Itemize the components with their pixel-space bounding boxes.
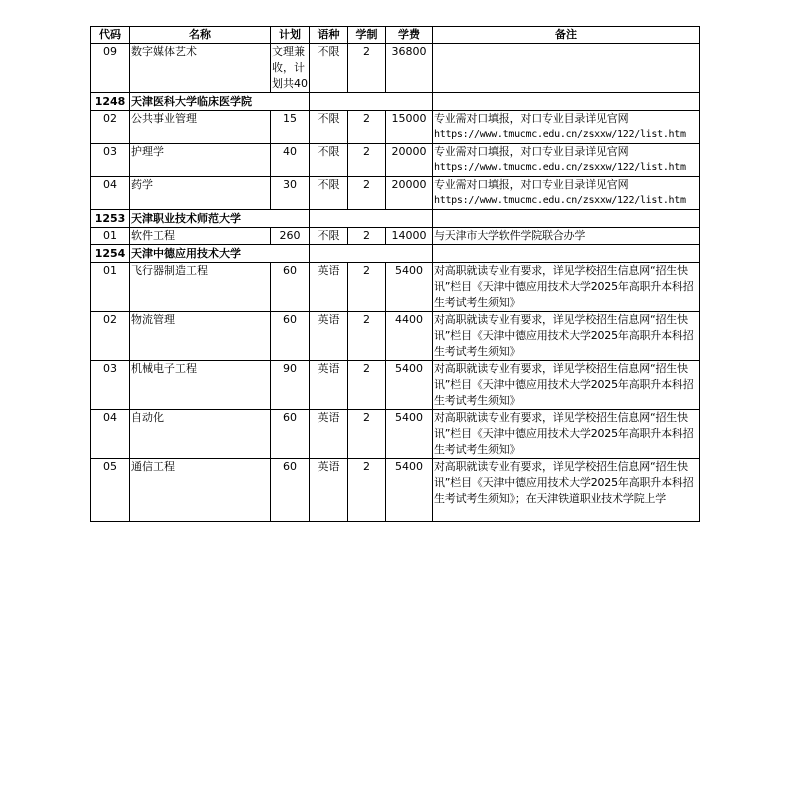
row-note: 对高职就读专业有要求，详见学校招生信息网“招生快讯”栏目《天津中德应用技术大学2025年高职升本科招生考试考生须知》: [433, 312, 700, 361]
note-url: https://www.tmucmc.edu.cn/zsxxw/122/list.htm: [434, 129, 686, 140]
row-code: 01: [91, 263, 130, 312]
row-fee: 5400: [386, 263, 433, 312]
row-name: 公共事业管理: [130, 111, 271, 144]
header-row: [91, 27, 700, 44]
table-row: [91, 312, 700, 361]
note-text: 专业需对口填报，对口专业目录详见官网: [434, 178, 629, 191]
school-name: 天津医科大学临床医学院: [130, 93, 310, 111]
row-lang: 不限: [310, 144, 348, 177]
row-fee: 5400: [386, 459, 433, 522]
row-years: 2: [348, 410, 386, 459]
admission-table: [90, 26, 700, 522]
row-plan: 60: [271, 312, 310, 361]
note-url: https://www.tmucmc.edu.cn/zsxxw/122/list.htm: [434, 195, 686, 206]
row-name: 飞行器制造工程: [130, 263, 271, 312]
header-note: 备注: [433, 27, 700, 44]
school-name: 天津职业技术师范大学: [130, 210, 310, 228]
row-plan: 60: [271, 263, 310, 312]
row-plan: 15: [271, 111, 310, 144]
row-fee: 20000: [386, 144, 433, 177]
row-code: 01: [91, 228, 130, 245]
school-name: 天津中德应用技术大学: [130, 245, 310, 263]
row-plan: 30: [271, 177, 310, 210]
note-text: 专业需对口填报，对口专业目录详见官网: [434, 145, 629, 158]
school-note-blank: [433, 93, 700, 111]
row-name: 通信工程: [130, 459, 271, 522]
header-fee: 学费: [386, 27, 433, 44]
row-code: 02: [91, 312, 130, 361]
school-row: [91, 210, 700, 228]
row-plan: 40: [271, 144, 310, 177]
school-code: 1248: [91, 93, 130, 111]
header-years: 学制: [348, 27, 386, 44]
row-lang: 不限: [310, 44, 348, 93]
table-row: [91, 263, 700, 312]
row-plan: 260: [271, 228, 310, 245]
row-lang: 英语: [310, 263, 348, 312]
table-row: [91, 459, 700, 522]
table-row: [91, 361, 700, 410]
row-years: 2: [348, 312, 386, 361]
row-plan: 60: [271, 410, 310, 459]
school-note-blank: [433, 210, 700, 228]
row-name: 机械电子工程: [130, 361, 271, 410]
school-row: [91, 245, 700, 263]
row-note: [433, 177, 700, 210]
row-note: [433, 111, 700, 144]
note-text: 专业需对口填报，对口专业目录详见官网: [434, 112, 629, 125]
row-fee: 5400: [386, 361, 433, 410]
row-lang: 英语: [310, 361, 348, 410]
row-name: 药学: [130, 177, 271, 210]
row-lang: 英语: [310, 312, 348, 361]
row-fee: 15000: [386, 111, 433, 144]
row-code: 04: [91, 410, 130, 459]
row-years: 2: [348, 361, 386, 410]
row-plan: 90: [271, 361, 310, 410]
row-years: 2: [348, 177, 386, 210]
row-plan: 文理兼收，计划共40: [271, 44, 310, 93]
row-note: 对高职就读专业有要求，详见学校招生信息网“招生快讯”栏目《天津中德应用技术大学2025年高职升本科招生考试考生须知》: [433, 263, 700, 312]
table-row: [91, 144, 700, 177]
row-name: 物流管理: [130, 312, 271, 361]
school-row: [91, 93, 700, 111]
row-code: 09: [91, 44, 130, 93]
row-name: 软件工程: [130, 228, 271, 245]
row-code: 03: [91, 361, 130, 410]
school-blank: [310, 210, 433, 228]
row-note: 对高职就读专业有要求，详见学校招生信息网“招生快讯”栏目《天津中德应用技术大学2025年高职升本科招生考试考生须知》: [433, 410, 700, 459]
row-code: 05: [91, 459, 130, 522]
row-note: 与天津市大学软件学院联合办学: [433, 228, 700, 245]
row-code: 02: [91, 111, 130, 144]
school-note-blank: [433, 245, 700, 263]
note-url: https://www.tmucmc.edu.cn/zsxxw/122/list.htm: [434, 162, 686, 173]
table-row: [91, 177, 700, 210]
row-note: 对高职就读专业有要求，详见学校招生信息网“招生快讯”栏目《天津中德应用技术大学2025年高职升本科招生考试考生须知》: [433, 361, 700, 410]
school-blank: [310, 245, 433, 263]
header-lang: 语种: [310, 27, 348, 44]
row-years: 2: [348, 111, 386, 144]
row-years: 2: [348, 459, 386, 522]
header-plan: 计划: [271, 27, 310, 44]
school-code: 1254: [91, 245, 130, 263]
row-note: [433, 44, 700, 93]
row-code: 03: [91, 144, 130, 177]
row-name: 护理学: [130, 144, 271, 177]
row-lang: 不限: [310, 228, 348, 245]
row-fee: 36800: [386, 44, 433, 93]
row-name: 数字媒体艺术: [130, 44, 271, 93]
row-fee: 5400: [386, 410, 433, 459]
row-lang: 英语: [310, 459, 348, 522]
row-fee: 4400: [386, 312, 433, 361]
row-years: 2: [348, 228, 386, 245]
row-fee: 14000: [386, 228, 433, 245]
header-name: 名称: [130, 27, 271, 44]
table-row: [91, 410, 700, 459]
table-row: [91, 111, 700, 144]
row-note: [433, 144, 700, 177]
table-row: [91, 44, 700, 93]
row-years: 2: [348, 263, 386, 312]
row-name: 自动化: [130, 410, 271, 459]
header-code: 代码: [91, 27, 130, 44]
row-plan: 60: [271, 459, 310, 522]
school-code: 1253: [91, 210, 130, 228]
row-lang: 不限: [310, 177, 348, 210]
table-row: [91, 228, 700, 245]
row-code: 04: [91, 177, 130, 210]
school-blank: [310, 93, 433, 111]
row-lang: 英语: [310, 410, 348, 459]
row-lang: 不限: [310, 111, 348, 144]
row-years: 2: [348, 144, 386, 177]
row-note: 对高职就读专业有要求，详见学校招生信息网“招生快讯”栏目《天津中德应用技术大学2025年高职升本科招生考试考生须知》；在天津铁道职业技术学院上学: [433, 459, 700, 522]
row-fee: 20000: [386, 177, 433, 210]
row-years: 2: [348, 44, 386, 93]
